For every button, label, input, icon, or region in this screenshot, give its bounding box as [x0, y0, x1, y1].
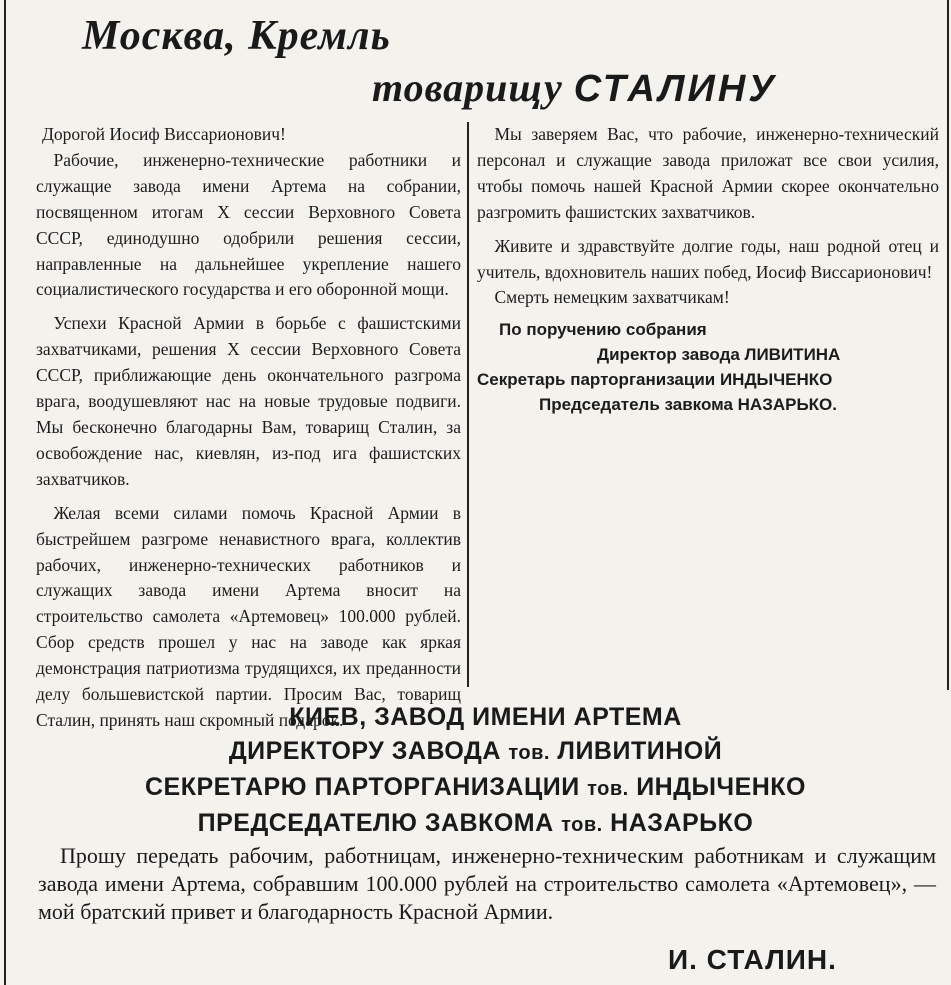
letter-greeting: Дорогой Иосиф Виссарионович!	[42, 124, 286, 144]
letter-paragraph-6: Смерть немецким захватчикам!	[494, 287, 730, 308]
signature-secretary: Секретарь парторганизации ИНДЫЧЕНКО	[477, 370, 833, 390]
letter-paragraph-3: Желая всеми силами помочь Красной Армии в быстрейшем разгроме ненавистного врага, коллектив рабочих, инженерно-технических работников и служащих завода имени Артема вносит на строительство самолета «Артемовец» 100.000 рублей. Сбор средств прошел у нас на заводе как яркая демонстрация патриотизма трудящихся, их преданности делу большевистской партии. Просим Вас, товарищ Сталин, принять наш скромный подарок.	[36, 502, 461, 730]
letter-paragraph-4: Мы заверяем Вас, что рабочие, инженерно-технический персонал и служащие завода приложат все свои усилия, чтобы помочь нашей Красной Армии скорее окончательно разгромить фашистских захватчиков.	[477, 124, 939, 222]
headline-name: СТАЛИНУ	[573, 68, 778, 110]
letter-column-left	[36, 122, 469, 730]
letter-paragraph-5: Живите и здравствуйте долгие годы, наш родной отец и учитель, вдохновитель наших побед, Иосиф Виссарионович!	[477, 235, 939, 282]
reply-address-line-1: КИЕВ, ЗАВОД ИМЕНИ АРТЕМА	[289, 703, 682, 731]
signature-chairman: Председатель завкома НАЗАРЬКО.	[539, 395, 837, 415]
signature-on-behalf: По поручению собрания	[499, 320, 707, 340]
headline-moscow-kremlin: Москва, Кремль	[82, 13, 391, 59]
reply-address-block	[0, 700, 951, 842]
reply-signature: И. СТАЛИН.	[668, 944, 837, 975]
reply-address-line-3: СЕКРЕТАРЮ ПАРТОРГАНИЗАЦИИ тов. ИНДЫЧЕНКО	[144, 773, 807, 801]
letter-paragraph-2: Успехи Красной Армии в борьбе с фашистскими захватчиками, решения X сессии Верховного Совета СССР, приближающие день окончательного разгрома врага, воодушевляют нас на новые трудовые подвиги. Мы бесконечно благодарны Вам, товарищ Сталин, за освобождение нас, киевлян, из-под ига фашистских захватчиков.	[36, 313, 461, 489]
letter-paragraph-1: Рабочие, инженерно-технические работники и служащие завода имени Артема на собрании, посвященном итогам X сессии Верховного Совета СССР, единодушно одобрили решения сессии, направленные на дальнейшее укрепление нашего социалистического государства и его оборонной мощи.	[36, 149, 461, 300]
letter-column-right	[469, 122, 939, 687]
right-border-rule	[947, 0, 949, 690]
letter-signatures	[477, 317, 939, 417]
headline-to-comrade-stalin	[372, 64, 777, 111]
signature-director: Директор завода ЛИВИТИНА	[597, 345, 841, 365]
reply-body-text: Прошу передать рабочим, работницам, инженерно-техническим работникам и служащим завода имени Артема, собравшим 100.000 рублей на строительство самолета «Артемовец», — мой братский привет и благодарность Красной Армии.	[38, 843, 936, 924]
headline-prefix: товарищу	[372, 65, 574, 110]
reply-address-line-4: ПРЕДСЕДАТЕЛЮ ЗАВКОМА тов. НАЗАРЬКО	[197, 809, 754, 837]
reply-address-line-2: ДИРЕКТОРУ ЗАВОДА тов. ЛИВИТИНОЙ	[228, 737, 723, 765]
